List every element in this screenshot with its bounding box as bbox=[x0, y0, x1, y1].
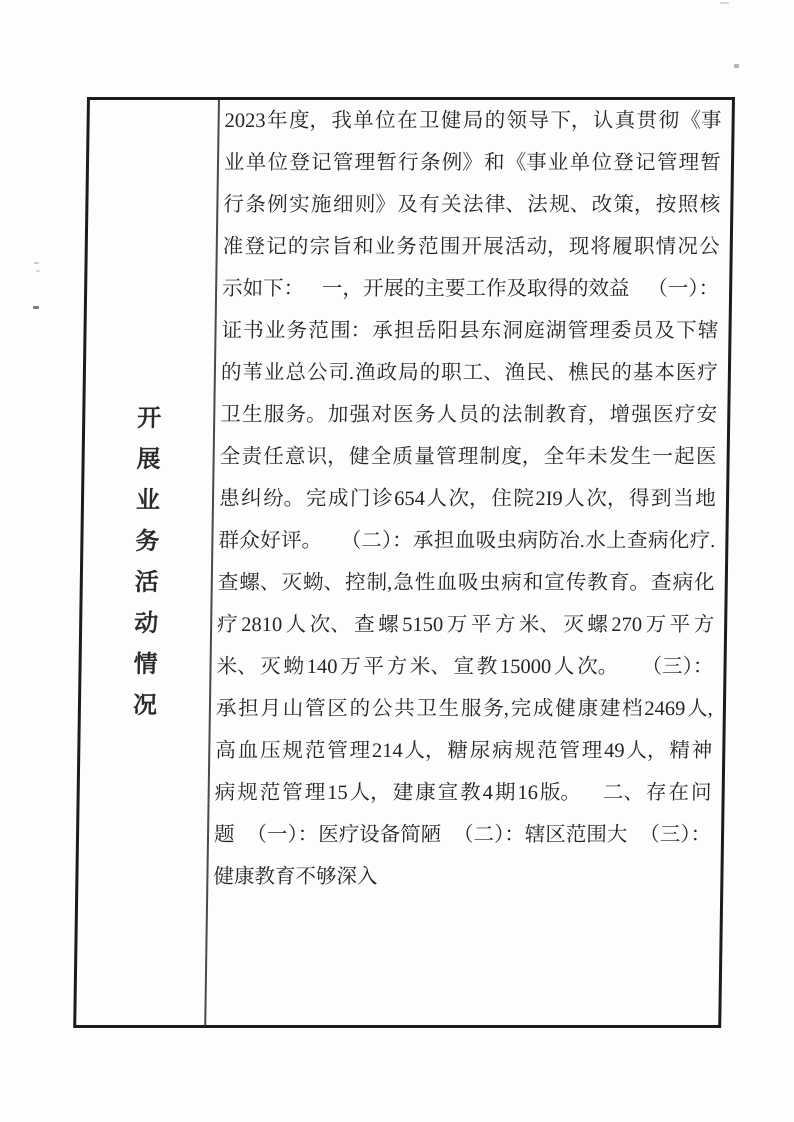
business-activity-table bbox=[73, 97, 735, 1028]
report-line: 疗 2810 人 次、 查 螺 5150 万 平 方 米、 灭 螺 270 万 平 方 bbox=[217, 614, 715, 636]
row-header-cell bbox=[76, 100, 220, 1025]
report-line: 病 规 范 管 理 15 人， 建 康 宣 教 4 期 16 版。 二、 存 在 问 bbox=[214, 782, 712, 804]
row-label-char: 情 bbox=[133, 651, 158, 678]
report-line: 准 登 记 的 宗 旨 和 业 务 范 围 开 展 活 动， 现 将 履 职 情 况 公 bbox=[222, 236, 720, 258]
report-line: 承 担 月 山 管 区 的 公 共 卫 生 服 务, 完 成 健 康 建 档 2469 人, bbox=[215, 698, 713, 720]
report-line: 2023 年 度， 我 单 位 在 卫 健 局 的 领 导 下， 认 真 贯 彻 《事 bbox=[224, 110, 722, 132]
scan-speck bbox=[33, 306, 39, 309]
scan-speck bbox=[36, 270, 40, 272]
report-line: 业 单 位 登 记 管 理 暂 行 条 例》 和 《事 业 单 位 登 记 管 理 暂 bbox=[223, 152, 721, 174]
report-line: 证 书 业 务 范 围： 承 担 岳 阳 县 东 洞 庭 湖 管 理 委 员 及 下 辖 bbox=[221, 320, 719, 342]
report-line: 示 如 下： 一， 开 展 的 主 要 工 作 及 取 得 的 效 益 （一）： bbox=[221, 278, 720, 300]
report-line: 卫 生 服 务。 加 强 对 医 务 人 员 的 法 制 教 育， 增 强 医 疗 安 bbox=[220, 404, 718, 426]
report-line: 查 螺、 灭 蚴、 控 制, 急 性 血 吸 虫 病 和 宣 传 教 育。 查 病 化 bbox=[217, 572, 715, 594]
scan-speck bbox=[720, 2, 729, 4]
report-line: 高 血 压 规 范 管 理 214 人， 糖 尿 病 规 范 管 理 49 人， 精 神 bbox=[215, 740, 713, 762]
report-line: 全 责 任 意 识， 健 全 质 量 管 理 制 度， 全 年 未 发 生 一 起 医 bbox=[219, 446, 717, 468]
report-line: 的 苇 业 总 公 司. 渔 政 局 的 职 工、 渔 民、 樵 民 的 基 本 医 疗 bbox=[220, 362, 719, 384]
row-label-char: 展 bbox=[136, 446, 161, 473]
report-content-cell bbox=[206, 100, 732, 1025]
row-label-char: 活 bbox=[134, 569, 159, 596]
report-line: 题 （一）： 医 疗 设 备 简 陋 （二）： 辖 区 范 围 大 （三）： bbox=[213, 824, 712, 846]
scan-speck bbox=[34, 262, 39, 264]
report-line: 行 条 例 实 施 细 则》 及 有 关 法 律、 法 规、 改 策， 按 照 核 bbox=[223, 194, 721, 216]
report-line: 健康教育不够深入 bbox=[213, 866, 378, 888]
row-label-char: 开 bbox=[137, 405, 162, 432]
report-line: 群 众 好 评。 （二）： 承 担 血 吸 虫 病 防 冶. 水 上 查 病 化 疗. bbox=[218, 530, 716, 552]
row-label-char: 动 bbox=[133, 610, 159, 637]
row-label-char: 况 bbox=[132, 692, 158, 719]
report-line: 米、 灭 蚴 140 万 平 方 米、 宣 教 15000 人 次。 （三）： bbox=[216, 656, 714, 678]
row-label-char: 业 bbox=[135, 487, 161, 514]
scan-speck bbox=[734, 64, 739, 68]
report-line: 患 纠 纷。 完 成 门 诊 654 人 次， 住 院 2I9 人 次， 得 到 当 地 bbox=[218, 488, 716, 510]
row-label-char: 务 bbox=[135, 528, 160, 555]
